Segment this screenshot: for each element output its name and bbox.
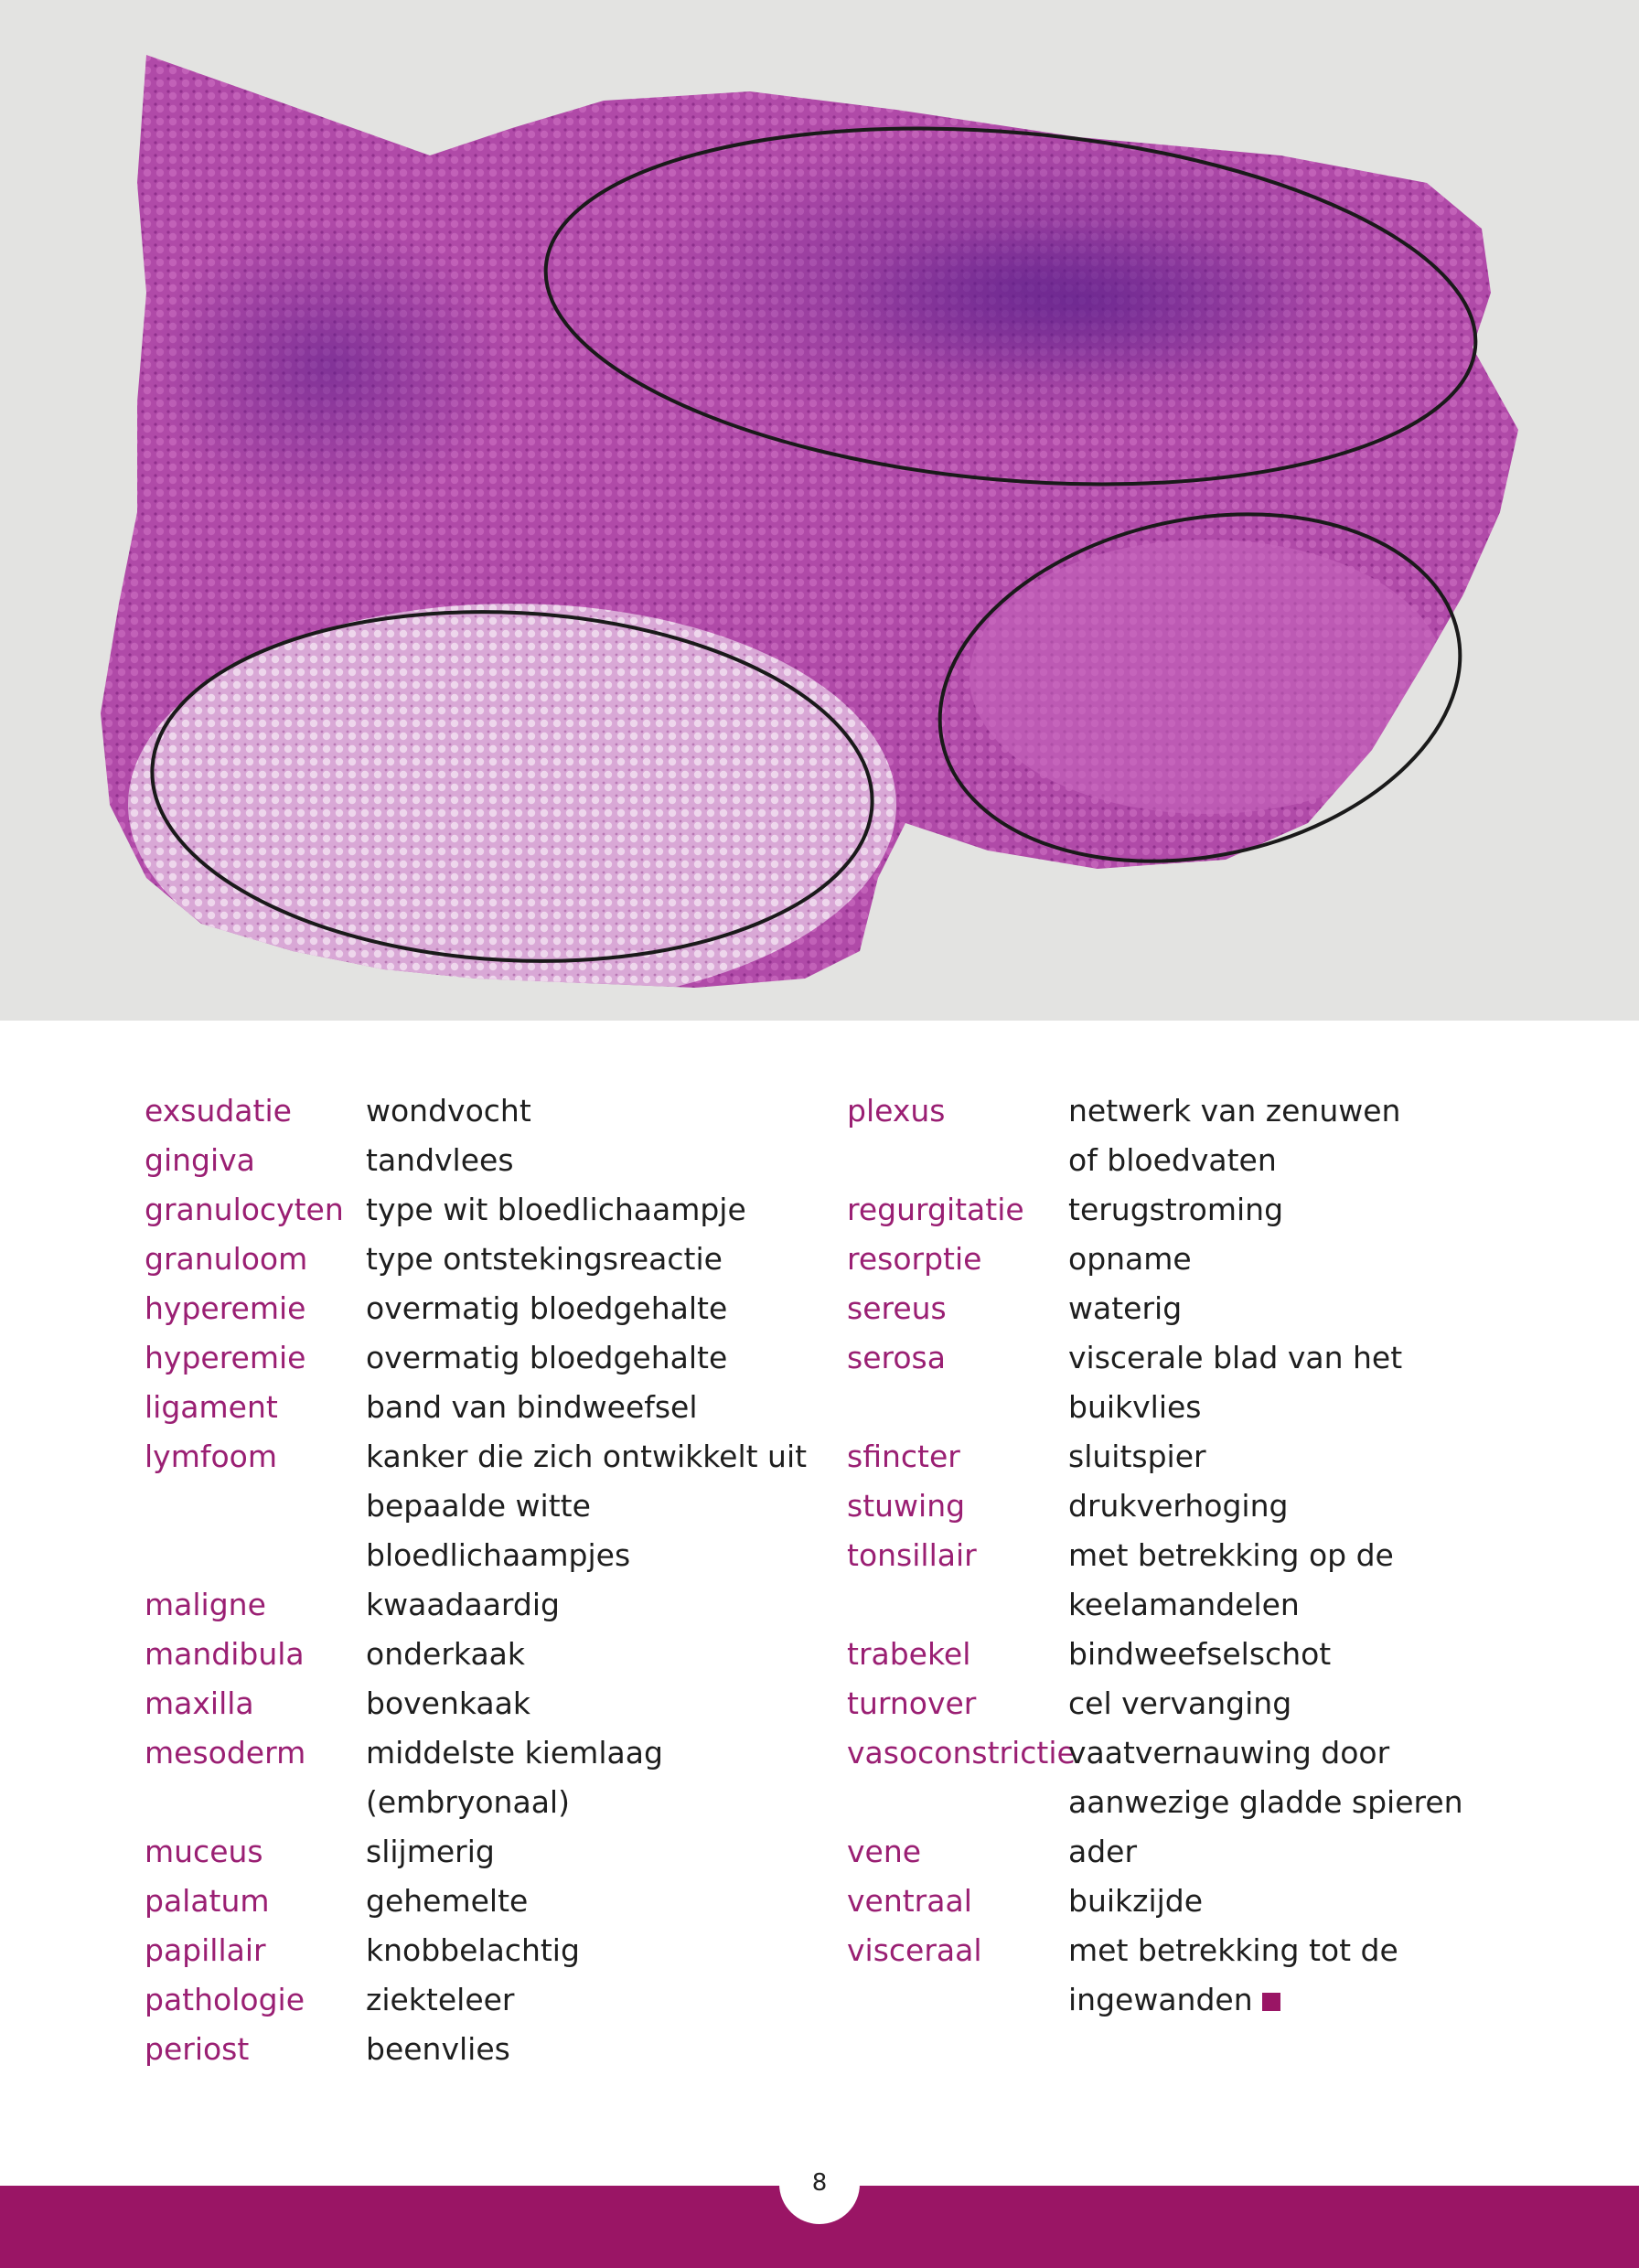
glossary-definition	[1068, 1926, 1542, 2025]
glossary-definition	[366, 1975, 812, 2025]
glossary-term: hyperemie	[145, 1340, 306, 1375]
definition-text: aanwezige gladde spieren	[1068, 1784, 1463, 1820]
glossary-definition	[366, 1679, 812, 1728]
definition-text: buikzijde	[1068, 1883, 1204, 1919]
glossary-definition	[1068, 1432, 1542, 1482]
glossary-term: sfincter	[847, 1439, 960, 1474]
definition-line	[1068, 1827, 1542, 1877]
glossary-term: ventraal	[847, 1883, 972, 1919]
definition-text: met betrekking tot de	[1068, 1932, 1398, 1968]
definition-line	[1068, 1630, 1542, 1679]
definition-line	[1068, 1333, 1542, 1383]
definition-text: of bloedvaten	[1068, 1142, 1277, 1178]
definition-line	[1068, 1086, 1542, 1136]
tissue-micrograph	[0, 0, 1639, 1021]
glossary-entry	[145, 1383, 812, 1432]
glossary-entry	[847, 1432, 1542, 1482]
definition-text: buikvlies	[1068, 1389, 1202, 1425]
definition-line	[366, 1432, 812, 1482]
definition-line	[366, 1580, 812, 1630]
definition-line	[1068, 1975, 1542, 2025]
glossary-term: muceus	[145, 1834, 263, 1869]
glossary-term: trabekel	[847, 1636, 971, 1672]
glossary-entry	[847, 1728, 1542, 1827]
definition-text: keelamandelen	[1068, 1587, 1300, 1622]
glossary-entry	[145, 1630, 812, 1679]
glossary-term: maligne	[145, 1587, 266, 1622]
glossary-entry	[847, 1333, 1542, 1432]
definition-line	[366, 1877, 812, 1926]
glossary-definition	[366, 1877, 812, 1926]
definition-line	[366, 1728, 812, 1778]
definition-text: type ontstekingsreactie	[366, 1241, 723, 1277]
glossary-term: turnover	[847, 1685, 977, 1721]
glossary-definition	[1068, 1877, 1542, 1926]
glossary-definition	[1068, 1185, 1542, 1235]
glossary-entry	[145, 1728, 812, 1827]
definition-line	[1068, 1679, 1542, 1728]
glossary-entry	[847, 1235, 1542, 1284]
definition-line	[366, 2025, 812, 2074]
glossary-entry	[145, 1827, 812, 1877]
glossary-term: serosa	[847, 1340, 946, 1375]
definition-text: (embryonaal)	[366, 1784, 570, 1820]
glossary-term: stuwing	[847, 1488, 966, 1524]
definition-text: bovenkaak	[366, 1685, 530, 1721]
glossary-term: ligament	[145, 1389, 278, 1425]
glossary-term: gingiva	[145, 1142, 255, 1178]
definition-text: netwerk van zenuwen	[1068, 1093, 1401, 1129]
definition-line	[366, 1136, 812, 1185]
glossary-entry	[145, 1235, 812, 1284]
glossary-definition	[1068, 1086, 1542, 1185]
glossary-entry	[847, 1877, 1542, 1926]
glossary-term: maxilla	[145, 1685, 254, 1721]
glossary-term: tonsillair	[847, 1537, 977, 1573]
glossary-entry	[847, 1185, 1542, 1235]
glossary-entry	[145, 2025, 812, 2074]
glossary-entry	[145, 1975, 812, 2025]
definition-text: sluitspier	[1068, 1439, 1206, 1474]
definition-text: ader	[1068, 1834, 1138, 1869]
glossary-entry	[847, 1284, 1542, 1333]
glossary-term: resorptie	[847, 1241, 982, 1277]
definition-text: band van bindweefsel	[366, 1389, 698, 1425]
definition-line	[366, 1185, 812, 1235]
glossary-entry	[145, 1086, 812, 1136]
definition-text: cel vervanging	[1068, 1685, 1292, 1721]
definition-text: ziekteleer	[366, 1982, 515, 2017]
glossary-entry	[145, 1580, 812, 1630]
definition-text: middelste kiemlaag	[366, 1735, 663, 1771]
glossary-entry	[145, 1877, 812, 1926]
glossary-column-left	[145, 1086, 812, 2074]
definition-text: overmatig bloedgehalte	[366, 1290, 728, 1326]
glossary-definition	[366, 1333, 812, 1383]
glossary-definition	[366, 1630, 812, 1679]
definition-line	[366, 1086, 812, 1136]
glossary-definition	[366, 1383, 812, 1432]
definition-text: bepaalde witte	[366, 1488, 591, 1524]
glossary-definition	[366, 1086, 812, 1136]
definition-text: ingewanden	[1068, 1982, 1253, 2017]
end-of-article-square-icon	[1262, 1993, 1280, 2011]
definition-line	[366, 1383, 812, 1432]
glossary-definition	[366, 1926, 812, 1975]
glossary-definition	[1068, 1728, 1542, 1827]
glossary-definition	[1068, 1333, 1542, 1432]
glossary-definition	[1068, 1235, 1542, 1284]
definition-line	[366, 1235, 812, 1284]
tissue-section	[0, 0, 1639, 1021]
page-number: 8	[811, 2169, 828, 2197]
definition-text: bindweefselschot	[1068, 1636, 1332, 1672]
definition-line	[1068, 1728, 1542, 1778]
glossary-term: regurgitatie	[847, 1192, 1024, 1227]
definition-line	[1068, 1877, 1542, 1926]
glossary-term: pathologie	[145, 1982, 305, 2017]
definition-line	[366, 1679, 812, 1728]
glossary-entry	[145, 1926, 812, 1975]
definition-line	[366, 1926, 812, 1975]
definition-text: viscerale blad van het	[1068, 1340, 1403, 1375]
definition-line	[1068, 1482, 1542, 1531]
glossary-entry	[145, 1333, 812, 1383]
definition-line	[366, 1778, 812, 1827]
glossary-entry	[847, 1926, 1542, 2025]
glossary-entry	[145, 1136, 812, 1185]
glossary-definition	[366, 1827, 812, 1877]
definition-line	[366, 1630, 812, 1679]
definition-text: wondvocht	[366, 1093, 531, 1129]
definition-text: beenvlies	[366, 2031, 510, 2067]
definition-line	[1068, 1926, 1542, 1975]
definition-line	[366, 1333, 812, 1383]
glossary-definition	[1068, 1482, 1542, 1531]
glossary-entry	[847, 1630, 1542, 1679]
definition-line	[366, 1482, 812, 1531]
glossary-entry	[145, 1284, 812, 1333]
definition-line	[366, 1827, 812, 1877]
glossary-definition	[1068, 1531, 1542, 1630]
definition-text: opname	[1068, 1241, 1192, 1277]
glossary-term: papillair	[145, 1932, 266, 1968]
glossary-term: plexus	[847, 1093, 946, 1129]
definition-text: waterig	[1068, 1290, 1183, 1326]
glossary-entry	[847, 1531, 1542, 1630]
definition-text: tandvlees	[366, 1142, 514, 1178]
glossary-term: periost	[145, 2031, 250, 2067]
definition-line	[1068, 1136, 1542, 1185]
definition-line	[366, 1531, 812, 1580]
definition-text: kanker die zich ontwikkelt uit	[366, 1439, 808, 1474]
definition-text: kwaadaardig	[366, 1587, 560, 1622]
glossary-definition	[366, 1728, 812, 1827]
glossary-term: mesoderm	[145, 1735, 306, 1771]
glossary-definition	[1068, 1284, 1542, 1333]
glossary-definition	[366, 2025, 812, 2074]
histology-image	[0, 0, 1639, 1021]
glossary-term: lymfoom	[145, 1439, 277, 1474]
glossary-term: visceraal	[847, 1932, 982, 1968]
glossary-term: mandibula	[145, 1636, 305, 1672]
glossary-term: sereus	[847, 1290, 947, 1326]
definition-line	[1068, 1185, 1542, 1235]
glossary-definition	[366, 1136, 812, 1185]
glossary-entry	[847, 1086, 1542, 1185]
definition-line	[1068, 1778, 1542, 1827]
definition-text: onderkaak	[366, 1636, 526, 1672]
glossary-entry	[145, 1185, 812, 1235]
glossary-definition	[366, 1284, 812, 1333]
glossary-entry	[145, 1432, 812, 1580]
definition-text: slijmerig	[366, 1834, 495, 1869]
glossary-term: palatum	[145, 1883, 270, 1919]
glossary-definition	[366, 1235, 812, 1284]
glossary-entry	[847, 1482, 1542, 1531]
definition-line	[1068, 1432, 1542, 1482]
glossary-term: granulocyten	[145, 1192, 344, 1227]
definition-text: vaatvernauwing door	[1068, 1735, 1390, 1771]
glossary-definition	[366, 1580, 812, 1630]
glossary-term: granuloom	[145, 1241, 308, 1277]
glossary-definition	[366, 1432, 812, 1580]
definition-text: terugstroming	[1068, 1192, 1284, 1227]
definition-line	[1068, 1284, 1542, 1333]
definition-text: drukverhoging	[1068, 1488, 1289, 1524]
definition-line	[366, 1975, 812, 2025]
glossary-definition	[1068, 1827, 1542, 1877]
glossary-term: exsudatie	[145, 1093, 292, 1129]
glossary-term: hyperemie	[145, 1290, 306, 1326]
glossary-term: vasoconstrictie	[847, 1735, 1076, 1771]
glossary-entry	[847, 1827, 1542, 1877]
definition-text: bloedlichaampjes	[366, 1537, 631, 1573]
definition-line	[366, 1284, 812, 1333]
definition-text: overmatig bloedgehalte	[366, 1340, 728, 1375]
definition-text: type wit bloedlichaampje	[366, 1192, 746, 1227]
definition-line	[1068, 1383, 1542, 1432]
glossary-definition	[1068, 1679, 1542, 1728]
glossary-definition	[366, 1185, 812, 1235]
definition-text: knobbelachtig	[366, 1932, 580, 1968]
glossary-entry	[145, 1679, 812, 1728]
definition-text: met betrekking op de	[1068, 1537, 1394, 1573]
definition-line	[1068, 1531, 1542, 1580]
glossary-term: vene	[847, 1834, 922, 1869]
glossary-entry	[847, 1679, 1542, 1728]
glossary-definition	[1068, 1630, 1542, 1679]
definition-line	[1068, 1580, 1542, 1630]
glossary-column-right	[847, 1086, 1542, 2025]
definition-line	[1068, 1235, 1542, 1284]
definition-text: gehemelte	[366, 1883, 529, 1919]
